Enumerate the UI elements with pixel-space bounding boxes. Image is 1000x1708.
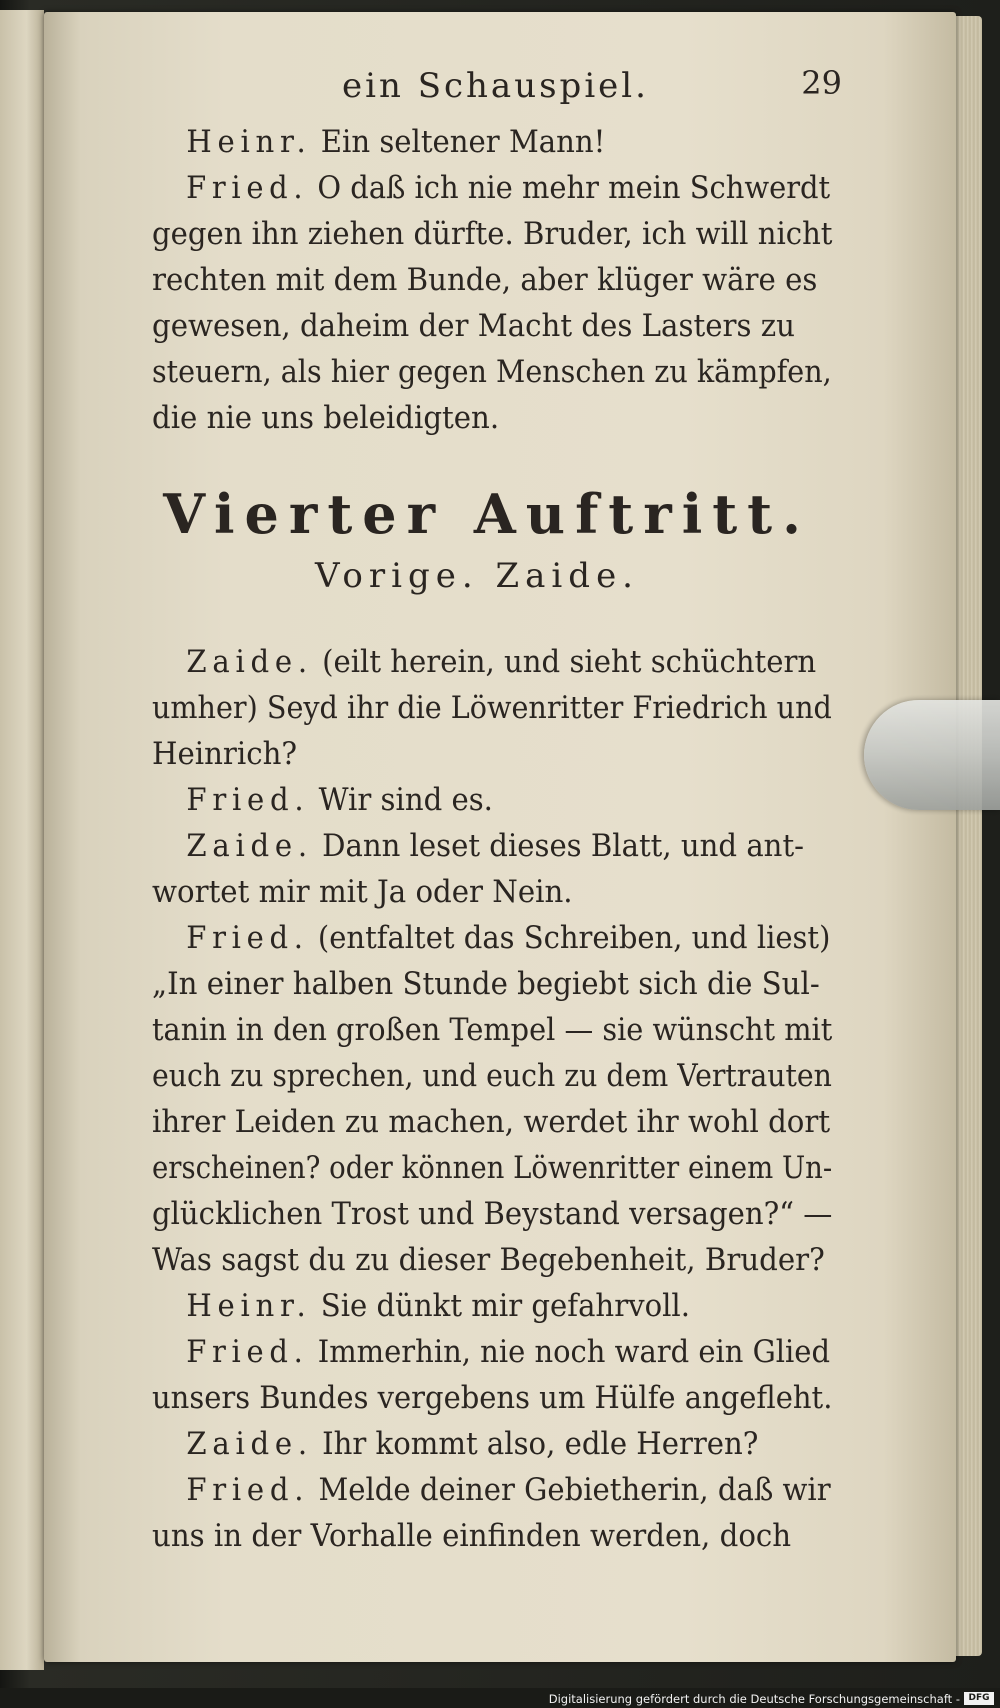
text-line — [152, 1192, 833, 1238]
text-line — [152, 396, 832, 442]
page-number: 29 — [801, 64, 842, 102]
text-line — [152, 1376, 833, 1422]
speaker-name: Zaide. — [186, 1427, 313, 1462]
line-text: wortet mir mit Ja oder Nein. — [152, 875, 573, 910]
page-fore-edge — [952, 16, 982, 1656]
speaker-name: Fried. — [186, 1335, 309, 1370]
text-line — [152, 120, 830, 166]
text-line — [152, 1514, 832, 1560]
line-text: (eilt herein, und sieht schüchtern — [322, 645, 817, 680]
bookmark-tab — [864, 700, 1000, 810]
dfg-logo-icon: DFG — [964, 1692, 994, 1705]
text-line — [152, 1238, 832, 1284]
page-text — [152, 60, 862, 1560]
footer-credit: Digitalisierung gefördert durch die Deutsche Forschungsgemeinschaft - — [548, 1692, 960, 1706]
text-line — [152, 304, 832, 350]
line-text: euch zu sprechen, und euch zu dem Vertrauten — [152, 1059, 832, 1094]
text-line — [152, 350, 832, 396]
speaker-name: Zaide. — [186, 829, 313, 864]
speaker-name: Zaide. — [186, 645, 313, 680]
speaker-name: Fried. — [186, 783, 310, 818]
section-subheading: Vorige. Zaide. — [315, 556, 639, 596]
line-text: die nie uns beleidigten. — [152, 401, 500, 436]
line-text: rechten mit dem Bunde, aber klüger wäre es — [152, 263, 818, 298]
line-text: O daß ich nie mehr mein Schwerdt — [317, 171, 831, 206]
text-line — [152, 686, 832, 732]
text-line — [152, 166, 831, 212]
line-text: unsers Bundes vergebens um Hülfe angefleht. — [152, 1381, 833, 1416]
text-line — [152, 1422, 830, 1468]
text-line — [152, 1468, 829, 1514]
text-line — [152, 732, 832, 778]
left-page-edge — [0, 10, 44, 1670]
line-text: Melde deiner Gebietherin, daß wir — [318, 1473, 831, 1508]
line-text: Sie dünkt mir gefahrvoll. — [320, 1289, 690, 1324]
running-head: ein Schauspiel. — [342, 66, 649, 106]
line-text: Ihr kommt also, edle Herren? — [322, 1427, 759, 1462]
text-line — [152, 640, 830, 686]
line-text: erscheinen? oder können Löwenritter einem Un- — [152, 1151, 833, 1186]
text-line — [152, 916, 831, 962]
text-block-bottom — [152, 640, 862, 1560]
speaker-name: Heinr. — [186, 1289, 312, 1324]
section-heading: Vierter Auftritt. — [163, 482, 811, 546]
text-line — [152, 212, 833, 258]
page-header — [152, 60, 862, 120]
line-text: „In einer halben Stunde begiebt sich die Sul- — [152, 967, 820, 1002]
line-text: Dann leset dieses Blatt, und ant- — [322, 829, 804, 864]
line-text: umher) Seyd ihr die Löwenritter Friedrich und — [152, 691, 832, 726]
text-line — [152, 1054, 832, 1100]
text-line — [152, 1284, 830, 1330]
text-line — [152, 962, 832, 1008]
line-text: gewesen, daheim der Macht des Lasters zu — [152, 309, 795, 344]
line-text: Immerhin, nie noch ward ein Glied — [317, 1335, 831, 1370]
line-text: tanin in den großen Tempel — sie wünscht mit — [152, 1013, 833, 1048]
footer-bar — [0, 1688, 1000, 1708]
text-line — [152, 1146, 833, 1192]
line-text: gegen ihn ziehen dürfte. Bruder, ich will nicht — [152, 217, 833, 252]
line-text: Wir sind es. — [318, 783, 493, 818]
line-text: uns in der Vorhalle einfinden werden, doch — [152, 1519, 792, 1554]
text-line — [152, 870, 832, 916]
line-text: (entfaltet das Schreiben, und liest) — [317, 921, 831, 956]
line-text: Ein seltener Mann! — [320, 125, 606, 160]
text-line — [152, 258, 832, 304]
line-text: Was sagst du zu dieser Begebenheit, Bruder? — [152, 1243, 825, 1278]
text-line — [152, 1330, 831, 1376]
speaker-name: Fried. — [186, 1473, 310, 1508]
line-text: glücklichen Trost und Beystand versagen?“ — — [152, 1197, 833, 1232]
speaker-name: Fried. — [186, 921, 309, 956]
speaker-name: Heinr. — [186, 125, 312, 160]
line-text: steuern, als hier gegen Menschen zu kämpfen, — [152, 355, 832, 390]
line-text: ihrer Leiden zu machen, werdet ihr wohl dort — [152, 1105, 831, 1140]
text-line — [152, 1008, 833, 1054]
text-line — [152, 824, 830, 870]
speaker-name: Fried. — [186, 171, 309, 206]
text-line — [152, 1100, 832, 1146]
text-block-top — [152, 120, 862, 442]
line-text: Heinrich? — [152, 737, 298, 772]
text-line — [152, 778, 830, 824]
